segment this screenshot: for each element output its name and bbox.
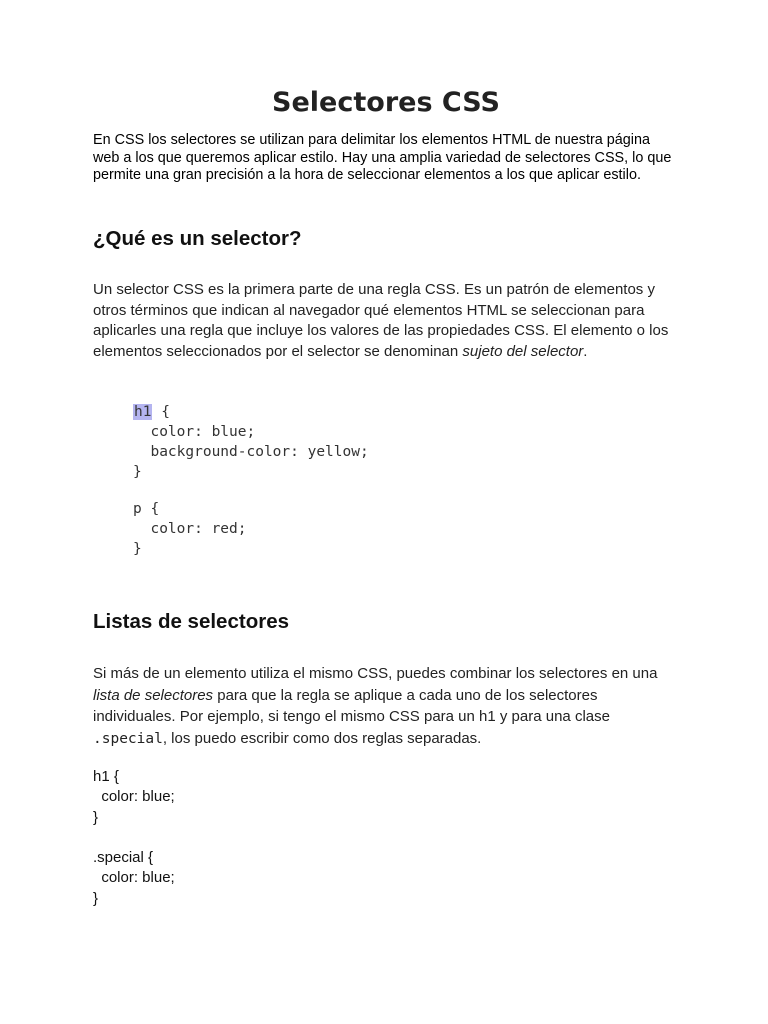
paragraph-text: , los puedo escribir como dos reglas separadas. (162, 729, 482, 747)
example-rule-special: .special { color: blue; } (93, 849, 175, 907)
section-heading-selector-lists: Listas de selectores (93, 610, 289, 633)
code-example-p: p { color: red; } (133, 501, 247, 557)
paragraph-text: Si más de un elemento utiliza el mismo CSS, puedes combinar los selectores en una (93, 665, 658, 682)
paragraph-text: para que la regla se aplique a cada uno de los selectores individuales. Por ejemplo, si tengo el mismo CSS para un (93, 686, 598, 725)
emphasis-text: sujeto del selector (462, 342, 584, 360)
paragraph-text: Un selector CSS es la primera parte de una regla CSS. Es un patrón de elementos y otros términos que indican al navegador qué elementos HTML se seleccionan para aplicarles una regla que incluye los valores de las propiedades CSS. El elemento o los elementos seleccionados por el selector se denominan (93, 281, 669, 360)
selector-list-paragraph (93, 663, 683, 750)
section-heading-what-is-selector: ¿Qué es un selector? (93, 227, 302, 250)
paragraph-text: y para una clase (495, 708, 610, 725)
code-rule-body: { color: blue; background-color: yellow; } (133, 404, 369, 480)
intro-paragraph: En CSS los selectores se utilizan para delimitar los elementos HTML de nuestra página web a los que queremos aplicar estilo. Hay una amplia variedad de selectores CSS, lo que permite una gran precisión a la hora de seleccionar elementos a los que aplicar estilo. (93, 132, 672, 183)
emphasis-text: lista de selectores (93, 686, 214, 704)
selector-definition-paragraph (93, 280, 683, 362)
paragraph-text-end: . (583, 342, 588, 360)
page-title: Selectores CSS (272, 87, 500, 118)
inline-code-special: .special (93, 730, 163, 747)
inline-code-h1: h1 (479, 708, 496, 725)
code-example-h1 (133, 402, 369, 482)
example-rule-h1: h1 { color: blue; } (93, 768, 175, 826)
highlighted-selector: h1 (134, 404, 152, 420)
